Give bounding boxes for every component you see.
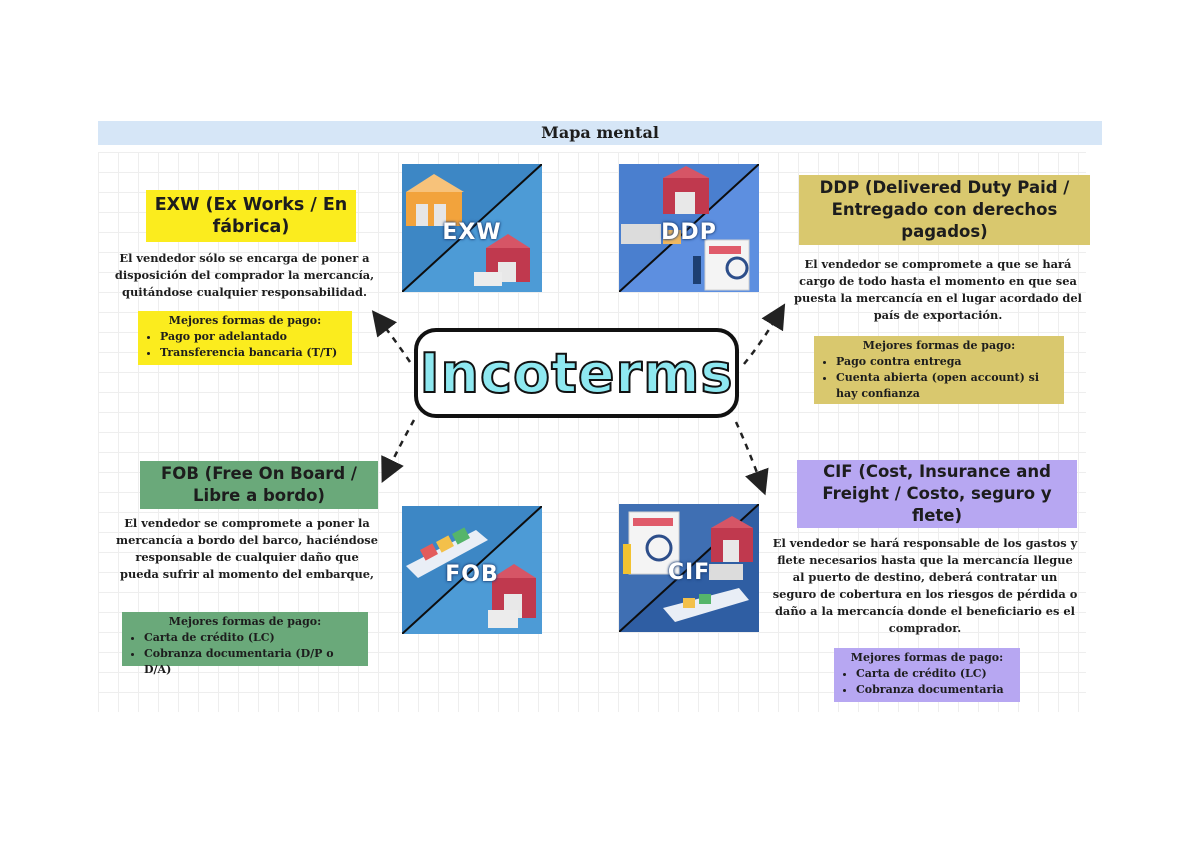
exw-title-box [146, 190, 356, 242]
fob-description: El vendedor se compromete a poner la mercancía a bordo del barco, haciéndose responsable de cualquier daño que pueda sufrir al momento del embarque, [116, 516, 378, 581]
fob-payment-list [130, 630, 360, 678]
incoterms-title: Incoterms [419, 341, 734, 405]
ddp-image-label: DDP [661, 220, 717, 245]
fob-title: FOB (Free On Board / Libre a bordo) [161, 464, 357, 505]
ddp-payment-header: Mejores formas de pago: [862, 339, 1016, 352]
cif-payment-item: • Carta de crédito (LC) [856, 666, 1012, 682]
fob-image-label: FOB [445, 562, 499, 587]
exw-payment-header: Mejores formas de pago: [168, 314, 322, 327]
ddp-image [619, 164, 759, 292]
fob-payment-box [122, 612, 368, 676]
arrow-to-ddp [744, 312, 780, 364]
cif-payment-box [834, 648, 1020, 702]
cif-image-label: CIF [667, 560, 711, 585]
cif-title: CIF (Cost, Insurance and Freight / Costo, seguro y flete) [822, 462, 1052, 525]
exw-payment-item: • Transferencia bancaria (T/T) [160, 345, 344, 361]
cif-payment-header: Mejores formas de pago: [850, 651, 1004, 664]
exw-title: EXW (Ex Works / En fábrica) [154, 195, 348, 237]
arrow-to-cif [736, 422, 762, 486]
cif-payment-item: • Cobranza documentaria [856, 682, 1012, 698]
page-header: Mapa mental [98, 121, 1102, 145]
ddp-title: DDP (Delivered Duty Paid / Entregado con derechos pagados) [819, 178, 1070, 241]
ddp-description: El vendedor se compromete a que se hará cargo de todo hasta el momento en que sea puesta la mercancía en el lugar acordado del país de exportación. [794, 257, 1082, 322]
ddp-payment-item: • Pago contra entrega [836, 354, 1056, 370]
cif-image [619, 504, 759, 632]
exw-payment-item: • Pago por adelantado [160, 329, 344, 345]
cif-description: El vendedor se hará responsable de los gastos y flete necesarios hasta que la mercancía llegue al puerto de destino, deberá contratar un seguro de cobertura en los riesgos de pérdida o daño a la mercancía donde el beneficiario es el comprador. [772, 536, 1078, 635]
fob-payment-item: • Carta de crédito (LC) [144, 630, 360, 646]
fob-title-box [140, 461, 378, 509]
ddp-payment-box [814, 336, 1064, 404]
incoterms-center-node [414, 328, 739, 418]
ddp-payment-item: • Cuenta abierta (open account) si hay confianza [836, 370, 1056, 402]
arrow-to-exw [378, 318, 410, 362]
exw-payment-box [138, 311, 352, 365]
exw-image [402, 164, 542, 292]
fob-payment-item: • Cobranza documentaria (D/P o D/A) [144, 646, 360, 678]
exw-description: El vendedor sólo se encarga de poner a disposición del comprador la mercancía, quitándose cualquier responsabilidad. [114, 251, 375, 299]
arrow-to-fob [386, 420, 414, 474]
ddp-payment-list [822, 354, 1056, 402]
cif-payment-list [842, 666, 1012, 698]
fob-payment-header: Mejores formas de pago: [168, 615, 322, 628]
cif-title-box [797, 460, 1077, 528]
fob-image [402, 506, 542, 634]
exw-image-label: EXW [442, 220, 502, 245]
exw-payment-list [146, 329, 344, 361]
ddp-title-box [799, 175, 1090, 245]
